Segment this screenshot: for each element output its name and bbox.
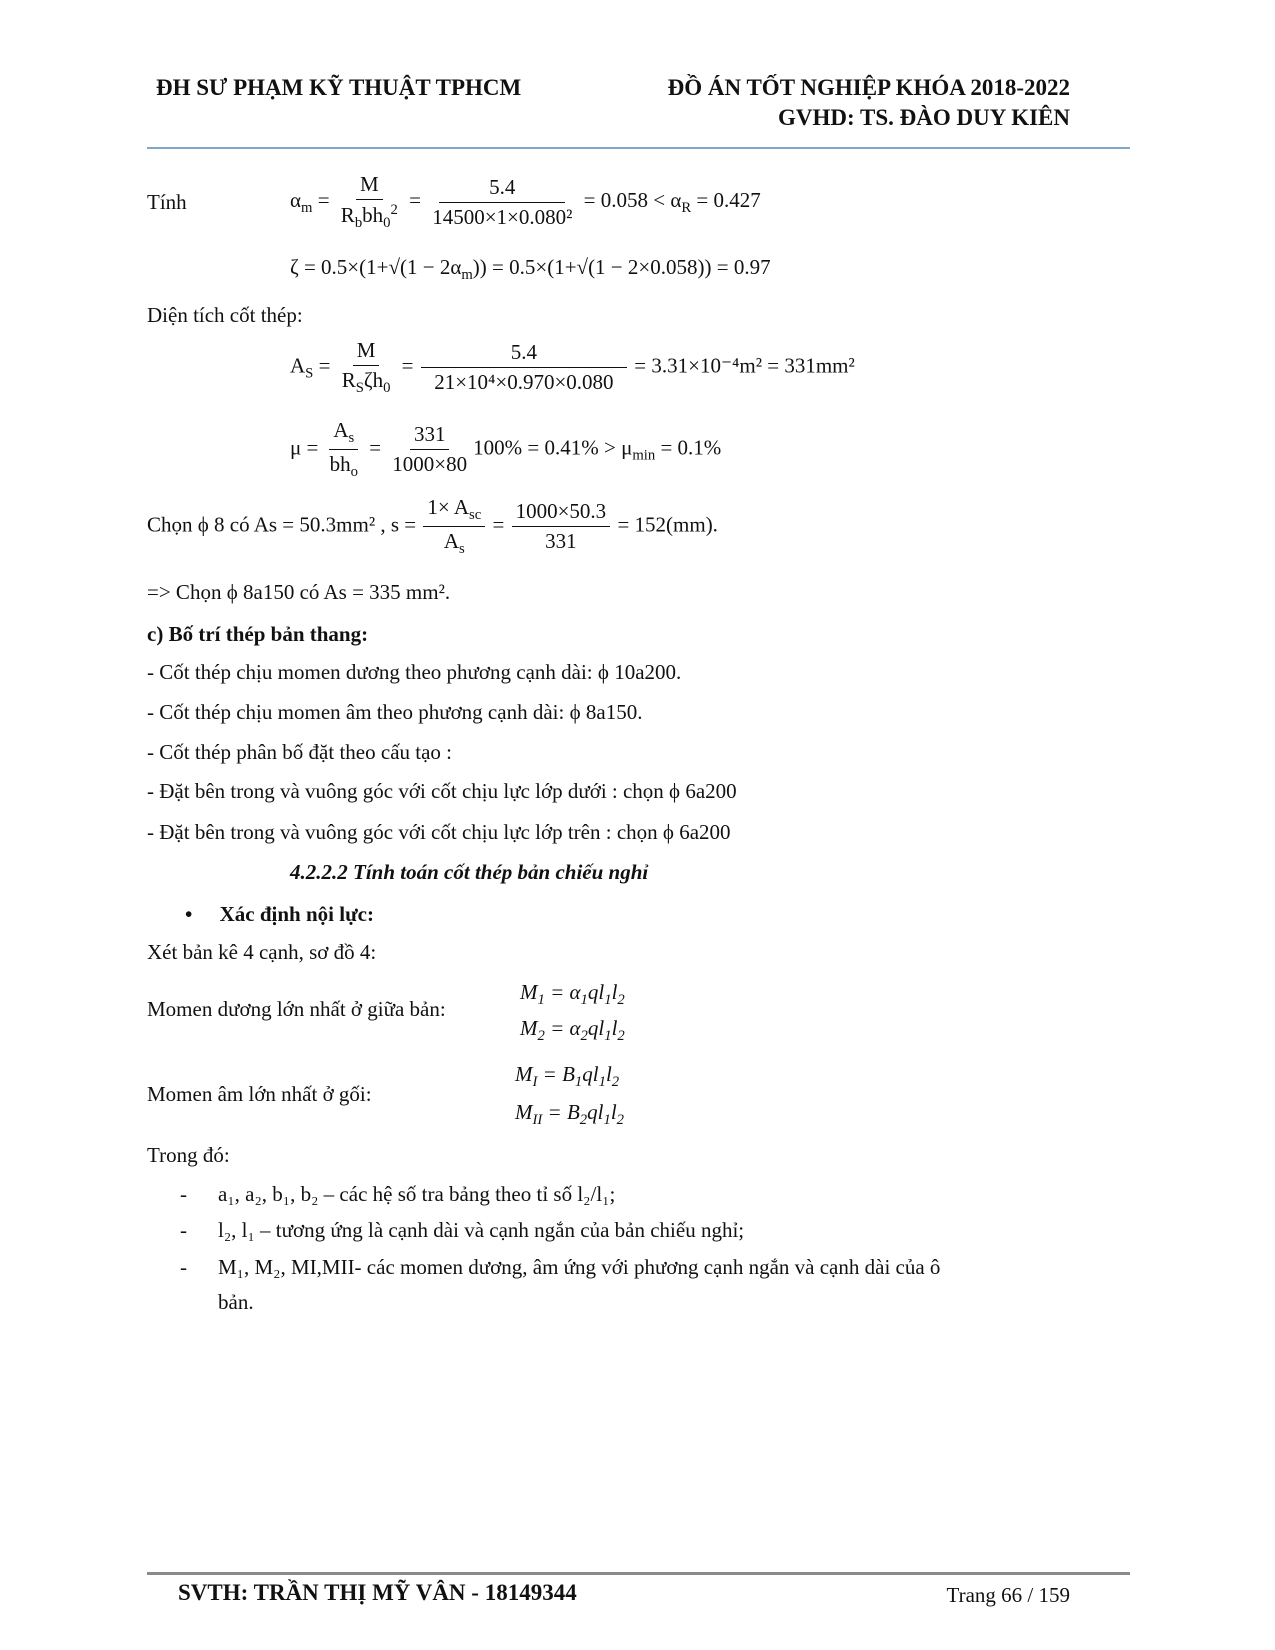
list-dash: - — [180, 1255, 187, 1279]
chon-final: => Chọn ϕ 8a150 có As = 335 mm². — [147, 580, 451, 604]
list-dash: - — [180, 1182, 187, 1206]
chon-num-value: 1000×50.3 — [512, 499, 611, 527]
list-item: a₁, a₂, b₁, b₂ – các hệ số tra bảng theo tỉ số l₂/l₁; — [218, 1182, 616, 1206]
section-4222-title: 4.2.2.2 Tính toán cốt thép bản chiếu nghỉ — [290, 860, 649, 884]
as-result: = 3.31×10⁻⁴m² = 331mm² — [634, 353, 855, 378]
formula-mu: μ = $\frac{A_s}{bh_o}$ = $\frac{331}{1000\times 80}$ $100\% = 0.41\% > \mu_{min} = 0.1\%$ — [290, 418, 722, 481]
list-item: l₂, l₁ – tương ứng là cạnh dài và cạnh ngắn của bản chiếu nghỉ; — [218, 1218, 745, 1242]
formula-mi: $M_I = B_1ql_1l_2$ — [515, 1062, 620, 1091]
alpha-num-value: 5.4 — [439, 175, 565, 203]
alpha-num: M — [356, 172, 383, 200]
trong-do: Trong đó: — [147, 1143, 230, 1167]
formula-m2: $M_2 = \alpha_2ql_1l_2$ — [520, 1016, 625, 1045]
section-c-item: - Cốt thép chịu momen âm theo phương cạnh dài: ϕ 8a150. — [147, 700, 643, 724]
label-tinh: Tính — [147, 190, 187, 214]
as-num-value: 5.4 — [421, 340, 627, 368]
section-c-item: - Cốt thép phân bố đặt theo cấu tạo : — [147, 740, 453, 764]
header-project: ĐỒ ÁN TỐT NGHIỆP KHÓA 2018-2022 — [667, 75, 1070, 100]
chon-result: = 152(mm). — [617, 512, 718, 537]
mu-result: 100% = 0.41% > μ — [473, 435, 633, 460]
as-num: M — [353, 338, 380, 366]
bullet-icon: • — [185, 902, 193, 926]
momen-am-label: Momen âm lớn nhất ở gối: — [147, 1082, 372, 1106]
mu-num-value: 331 — [410, 422, 450, 450]
header-school: ĐH SƯ PHẠM KỸ THUẬT TPHCM — [156, 75, 522, 100]
mu-den-value: 1000×80 — [392, 452, 468, 477]
list-item-continued: bản. — [218, 1290, 254, 1314]
formula-zeta: $\zeta = 0.5\times(1+√(1 - 2\alpha_m)) = 0.5\times(1+√(1 - 2\times 0.058)) = 0.97$ — [290, 255, 771, 284]
list-item: M₁, M₂, MI,MII- các momen dương, âm ứng với phương cạnh ngắn và cạnh dài của ô — [218, 1255, 941, 1279]
section-c-item: - Đặt bên trong và vuông góc với cốt chịu lực lớp dưới : chọn ϕ 6a200 — [147, 779, 737, 803]
header-divider — [147, 147, 1130, 149]
footer-divider — [147, 1572, 1130, 1575]
chon-text: Chọn ϕ 8 có As = 50.3mm² , s = — [147, 512, 417, 537]
chon-den-value: 331 — [545, 529, 577, 554]
section-c-title: c) Bố trí thép bản thang: — [147, 622, 369, 646]
momen-duong-label: Momen dương lớn nhất ở giữa bản: — [147, 997, 446, 1021]
list-dash: - — [180, 1218, 187, 1242]
chon-line: Chọn ϕ 8 có As = 50.3mm² , s = $\frac{1\times A_{sc}}{A_s}$ = $\frac{1000\times 50.3}{331}$ = 152(mm). — [147, 495, 718, 558]
section-c-item: - Đặt bên trong và vuông góc với cốt chịu lực lớp trên : chọn ϕ 6a200 — [147, 820, 731, 844]
xet-ban: Xét bản kê 4 cạnh, sơ đồ 4: — [147, 940, 377, 964]
alpha-den-value: 14500×1×0.080² — [432, 204, 573, 229]
section-c-item: - Cốt thép chịu momen dương theo phương cạnh dài: ϕ 10a200. — [147, 660, 682, 684]
footer-page: Trang 66 / 159 — [946, 1583, 1070, 1607]
formula-mii: $M_{II} = B_2ql_1l_2$ — [515, 1100, 625, 1129]
formula-as: $A_S$ = $\frac{M}{R_S\zeta h_0}$ = $\frac{5.4}{\text{21×10⁴×0.970×0.080}}$ = 3.31×10⁻⁴m² = 331mm² — [290, 338, 855, 397]
header-advisor: GVHD: TS. ĐÀO DUY KIÊN — [777, 105, 1070, 130]
formula-alpha-m: $\alpha_m$ = $\frac{M}{R_bbh_0^2}$ = $\frac{5.4}{\text{14500×1×0.080²}}$ = $0.058 < \alpha_R = 0.427$ — [290, 172, 761, 232]
footer-student: SVTH: TRẦN THỊ MỸ VÂN - 18149344 — [178, 1580, 577, 1605]
bullet-noi-luc: • Xác định nội lực: — [185, 902, 374, 926]
formula-m1: $M_1 = \alpha_1ql_1l_2$ — [520, 980, 625, 1009]
alpha-result: = 0.058 < α — [583, 187, 682, 212]
label-dien-tich: Diện tích cốt thép: — [147, 303, 303, 327]
as-den-value: 21×10⁴×0.970×0.080 — [434, 370, 614, 395]
